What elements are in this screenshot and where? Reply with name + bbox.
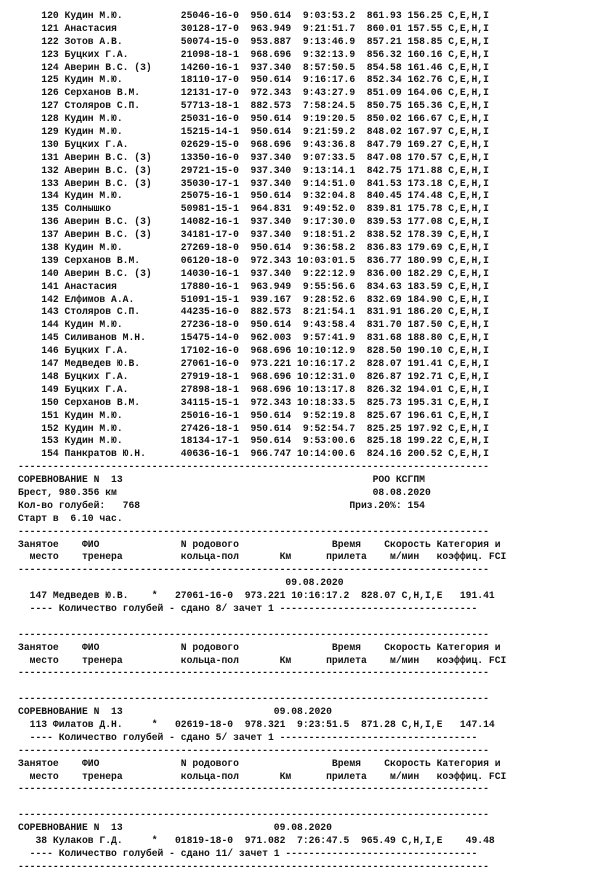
result-row: 132 Аверин В.С. (3) 29721-15-0 937.340 9:13:14.1 842.75 171.88 C,E,H,I bbox=[18, 164, 489, 176]
separator-line: --------------------------------------------------------------------------------- bbox=[18, 525, 489, 537]
result-row: 134 Кудин М.Ю. 25075-16-1 950.614 9:32:04.8 840.45 174.48 C,E,H,I bbox=[18, 190, 489, 202]
blank-line bbox=[18, 616, 600, 629]
summary-line: ---- Количество голубей - сдано 8/ зачет 1 ---------------------------------- bbox=[18, 602, 478, 614]
competition-title: СОРЕВНОВАНИЕ N 13 РОО КСГПМ bbox=[18, 474, 425, 486]
result-row: 125 Кудин М.Ю. 18110-17-0 950.614 9:16:17.6 852.34 162.76 C,E,H,I bbox=[18, 74, 489, 86]
separator-line: --------------------------------------------------------------------------------- bbox=[18, 564, 489, 576]
result-row: 121 Анастасия 30128-17-0 963.949 9:21:51.7 860.01 157.55 C,E,H,I bbox=[18, 22, 489, 34]
result-row: 154 Панкратов Ю.Н. 40636-16-1 966.747 10:14:00.6 824.16 200.52 C,E,H,I bbox=[18, 448, 489, 460]
blank-line bbox=[18, 796, 600, 809]
result-row: 124 Аверин В.С. (3) 14260-16-1 937.340 8:57:50.5 854.58 161.46 C,E,H,I bbox=[18, 61, 489, 73]
column-header: Занятое ФИО N родового Время Скорость Категория и bbox=[18, 641, 501, 653]
result-row: 120 Кудин М.Ю. 25046-16-0 950.614 9:03:53.2 861.93 156.25 C,E,H,I bbox=[18, 10, 489, 21]
separator-line: --------------------------------------------------------------------------------- bbox=[18, 628, 489, 640]
result-row: 148 Буцких Г.А. 27919-18-1 968.696 10:12:31.0 826.87 192.71 C,E,H,I bbox=[18, 370, 489, 382]
result-row: 131 Аверин В.С. (3) 13350-16-0 937.340 9:07:33.5 847.08 170.57 C,E,H,I bbox=[18, 151, 489, 163]
summary-line: ---- Количество голубей - сдано 5/ зачет 1 ---------------------------------- bbox=[18, 731, 478, 743]
result-row: 141 Анастасия 17880-16-1 963.949 9:55:56.6 834.63 183.59 C,E,H,I bbox=[18, 280, 489, 292]
separator-line: --------------------------------------------------------------------------------- bbox=[18, 461, 489, 473]
result-row: 129 Кудин М.Ю. 15215-14-1 950.614 9:21:59.2 848.02 167.97 C,E,H,I bbox=[18, 126, 489, 138]
column-header: место тренера кольца-пол Км прилета м/мин коэффиц. FCI bbox=[18, 551, 507, 563]
result-row: 151 Кудин М.Ю. 25016-16-1 950.614 9:52:19.8 825.67 196.61 C,E,H,I bbox=[18, 409, 489, 421]
result-row: 38 Кулаков Г.Д. * 01819-18-0 971.082 7:26:47.5 965.49 C,H,I,E 49.48 bbox=[18, 835, 495, 846]
result-row: 146 Буцких Г.А. 17102-16-0 968.696 10:10:12.9 828.50 190.10 C,E,H,I bbox=[18, 345, 489, 357]
result-row: 140 Аверин В.С. (3) 14030-16-1 937.340 9:22:12.9 836.00 182.29 C,E,H,I bbox=[18, 267, 489, 279]
column-header: место тренера кольца-пол Км прилета м/мин коэффиц. FCI bbox=[18, 654, 507, 666]
column-header: Занятое ФИО N родового Время Скорость Категория и bbox=[18, 538, 501, 550]
result-row: 138 Кудин М.Ю. 27269-18-0 950.614 9:36:58.2 836.83 179.69 C,E,H,I bbox=[18, 242, 489, 254]
column-header: место тренера кольца-пол Км прилета м/мин коэффиц. FCI bbox=[18, 770, 507, 782]
race-info: Кол-во голубей: 768 Приз.20%: 154 bbox=[18, 499, 425, 511]
result-row: 153 Кудин М.Ю. 18134-17-1 950.614 9:53:00.6 825.18 199.22 C,E,H,I bbox=[18, 435, 489, 447]
separator-line: --------------------------------------------------------------------------------- bbox=[18, 744, 489, 756]
race-info: Брест, 980.356 км 08.08.2020 bbox=[18, 486, 431, 498]
result-row: 126 Серханов В.М. 12131-17-0 972.343 9:43:27.9 851.09 164.06 C,E,H,I bbox=[18, 87, 489, 99]
race-info: Старт в 6.10 час. bbox=[18, 512, 123, 524]
date-line: 09.08.2020 bbox=[18, 577, 344, 589]
result-row: 144 Кудин М.Ю. 27236-18-0 950.614 9:43:58.4 831.70 187.50 C,E,H,I bbox=[18, 319, 489, 331]
separator-line: --------------------------------------------------------------------------------- bbox=[18, 860, 489, 872]
result-row: 150 Серханов В.М. 34115-15-1 972.343 10:18:33.5 825.73 195.31 C,E,H,I bbox=[18, 396, 489, 408]
result-row: 147 Медведев Ю.В. 27061-16-0 973.221 10:16:17.2 828.07 191.41 C,E,H,I bbox=[18, 358, 489, 370]
result-row: 128 Кудин М.Ю. 25031-16-0 950.614 9:19:20.5 850.02 166.67 C,E,H,I bbox=[18, 113, 489, 125]
result-row: 133 Аверин В.С. (3) 35030-17-1 937.340 9:14:51.0 841.53 173.18 C,E,H,I bbox=[18, 177, 489, 189]
result-row: 149 Буцких Г.А. 27898-18-1 968.696 10:13:17.8 826.32 194.01 C,E,H,I bbox=[18, 383, 489, 395]
separator-line: --------------------------------------------------------------------------------- bbox=[18, 667, 489, 679]
result-row: 139 Серханов В.М. 06120-18-0 972.343 10:03:01.5 836.77 180.99 C,E,H,I bbox=[18, 254, 489, 266]
competition-title: СОРЕВНОВАНИЕ N 13 09.08.2020 bbox=[18, 706, 332, 718]
competition-title: СОРЕВНОВАНИЕ N 13 09.08.2020 bbox=[18, 822, 332, 834]
result-row: 136 Аверин В.С. (3) 14082-16-1 937.340 9:17:30.0 839.53 177.08 C,E,H,I bbox=[18, 216, 489, 228]
separator-line: --------------------------------------------------------------------------------- bbox=[18, 693, 489, 705]
summary-line: ---- Количество голубей - сдано 11/ зачет 1 --------------------------------- bbox=[18, 847, 478, 859]
result-row: 122 Зотов А.В. 50074-15-0 953.887 9:13:46.9 857.21 158.85 C,E,H,I bbox=[18, 35, 489, 47]
result-row: 130 Буцких Г.А. 02629-15-0 968.696 9:43:36.8 847.79 169.27 C,E,H,I bbox=[18, 138, 489, 150]
separator-line: --------------------------------------------------------------------------------- bbox=[18, 809, 489, 821]
result-row: 142 Елфимов А.А. 51091-15-1 939.167 9:28:52.6 832.69 184.90 C,E,H,I bbox=[18, 293, 489, 305]
result-row: 152 Кудин М.Ю. 27426-18-1 950.614 9:52:54.7 825.25 197.92 C,E,H,I bbox=[18, 422, 489, 434]
result-row: 147 Медведев Ю.В. * 27061-16-0 973.221 10:16:17.2 828.07 C,H,I,E 191.41 bbox=[18, 590, 495, 602]
result-row: 135 Солнышко 50981-15-1 964.831 9:49:52.0 839.81 175.78 C,E,H,I bbox=[18, 203, 489, 215]
result-row: 123 Буцких Г.А. 21098-18-1 968.696 9:32:13.9 856.32 160.16 C,E,H,I bbox=[18, 48, 489, 60]
result-row: 143 Столяров С.П. 44235-16-0 882.573 8:21:54.1 831.91 186.20 C,E,H,I bbox=[18, 306, 489, 318]
result-row: 113 Филатов Д.Н. * 02619-18-0 978.321 9:23:51.5 871.28 C,H,I,E 147.14 bbox=[18, 718, 495, 730]
column-header: Занятое ФИО N родового Время Скорость Категория и bbox=[18, 757, 501, 769]
result-row: 145 Силиванов М.Н. 15475-14-0 962.003 9:57:41.9 831.68 188.80 C,E,H,I bbox=[18, 332, 489, 344]
result-row: 127 Столяров С.П. 57713-18-1 882.573 7:58:24.5 850.75 165.36 C,E,H,I bbox=[18, 100, 489, 112]
result-row: 137 Аверин В.С. (3) 34181-17-0 937.340 9:18:51.2 838.52 178.39 C,E,H,I bbox=[18, 229, 489, 241]
blank-line bbox=[18, 680, 600, 693]
separator-line: --------------------------------------------------------------------------------- bbox=[18, 783, 489, 795]
